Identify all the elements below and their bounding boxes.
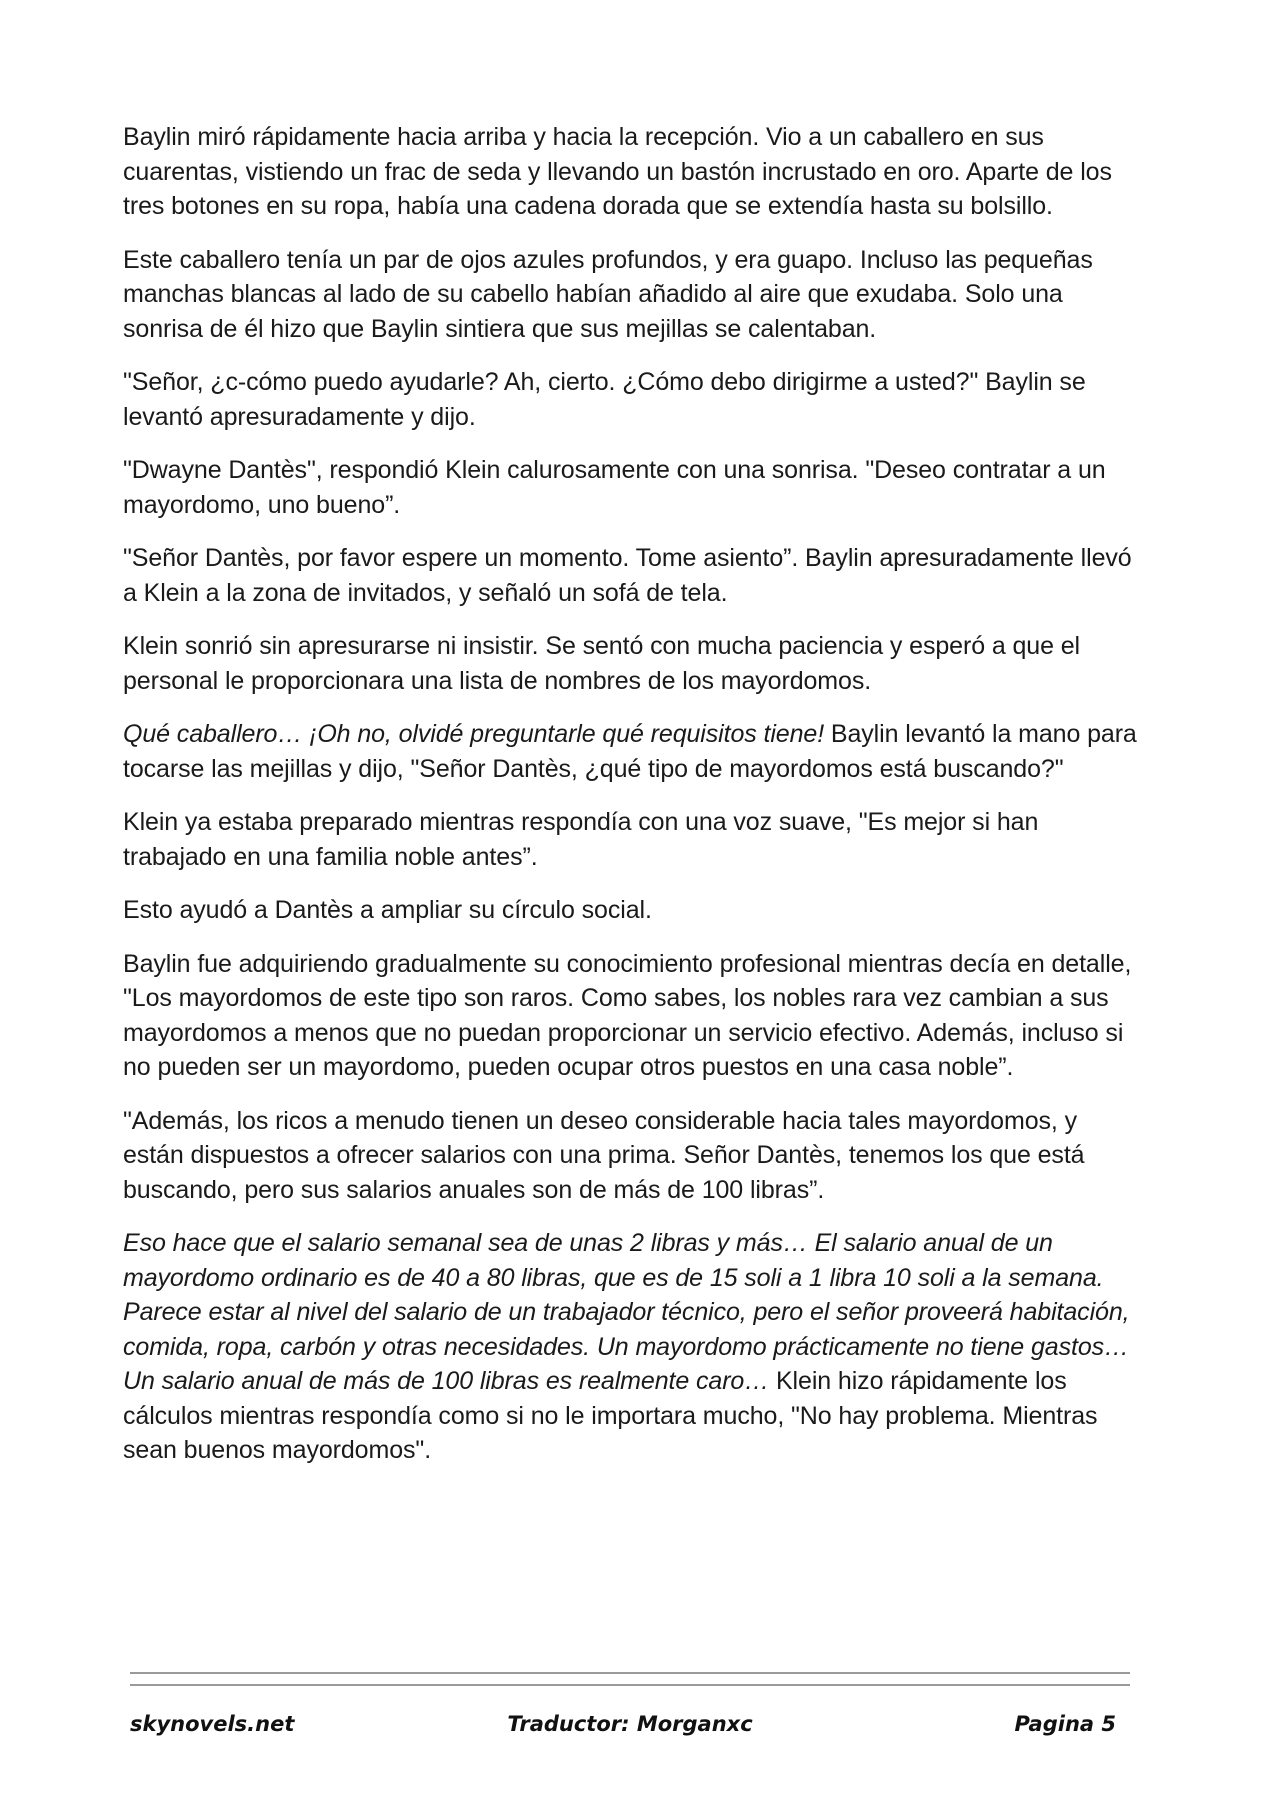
- paragraph: [123, 805, 1143, 874]
- text-run: "Señor Dantès, por favor espere un momento. Tome asiento”. Baylin apresuradamente llevó a Klein a la zona de invitados, y señaló un sofá de tela.: [123, 544, 1132, 607]
- text-run: "Dwayne Dantès", respondió Klein calurosamente con una sonrisa. "Deseo contratar a un mayordomo, uno bueno”.: [123, 456, 1106, 519]
- text-run: Baylin miró rápidamente hacia arriba y hacia la recepción. Vio a un caballero en sus cuarentas, vistiendo un frac de seda y llevando un bastón incrustado en oro. Aparte de los tres botones en su ropa, había una cadena dorada que se extendía hasta su bolsillo.: [123, 123, 1112, 220]
- italic-text-run: Eso hace que el salario semanal sea de unas 2 libras y más… El salario anual de un mayordomo ordinario es de 40 a 80 libras, que es de 15 soli a 1 libra 10 soli a la semana. Parece estar al nivel del salario de un trabajador técnico, pero el señor proveerá habitación, comida, ropa, carbón y otras necesidades. Un mayordomo prácticamente no tiene gastos… Un salario anual de más de 100 libras es realmente caro…: [123, 1229, 1130, 1395]
- footer-page-number: Pagina 5: [1014, 1712, 1116, 1736]
- paragraph: [123, 717, 1143, 786]
- text-run: "Además, los ricos a menudo tienen un deseo considerable hacia tales mayordomos, y están dispuestos a ofrecer salarios con una prima. Señor Dantès, tenemos los que está buscando, pero sus salarios anuales son de más de 100 libras”.: [123, 1106, 1085, 1204]
- text-run: Esto ayudó a Dantès a ampliar su círculo social.: [123, 896, 652, 924]
- paragraph: [123, 120, 1143, 224]
- italic-text-run: Qué caballero… ¡Oh no, olvidé preguntarle qué requisitos tiene!: [123, 720, 825, 748]
- paragraph: [123, 947, 1143, 1085]
- text-run: Klein sonrió sin apresurarse ni insistir. Se sentó con mucha paciencia y esperó a que el personal le proporcionara una lista de nombres de los mayordomos.: [123, 632, 1081, 695]
- paragraph: [123, 893, 1143, 928]
- text-run: Baylin fue adquiriendo gradualmente su conocimiento profesional mientras decía en detalle, "Los mayordomos de este tipo son raros. Como sabes, los nobles rara vez cambian a sus mayordomos a menos que no puedan proporcionar un servicio efectivo. Además, incluso si no pueden ser un mayordomo, pueden ocupar otros puestos en una casa noble”.: [123, 949, 1132, 1081]
- text-run: Baylin levantó la mano para tocarse las mejillas y dijo, "Señor Dantès, ¿qué tipo de mayordomos está buscando?": [123, 720, 1137, 783]
- footer-site: skynovels.net: [130, 1712, 295, 1736]
- footer-divider-top: [130, 1672, 1130, 1674]
- footer-divider-bottom: [130, 1684, 1130, 1686]
- paragraph: [123, 629, 1143, 698]
- paragraph: [123, 541, 1143, 610]
- page-footer: [130, 1712, 1130, 1746]
- paragraph: [123, 1226, 1143, 1468]
- paragraph: [123, 1104, 1143, 1208]
- text-run: Klein hizo rápidamente los cálculos mientras respondía como si no le importara mucho, "No hay problema. Mientras sean buenos mayordomos".: [123, 1367, 1098, 1464]
- page-body: [123, 120, 1143, 1487]
- text-run: Klein ya estaba preparado mientras respondía con una voz suave, "Es mejor si han trabajado en una familia noble antes”.: [123, 808, 1039, 871]
- footer-translator: Traductor: Morganxc: [507, 1712, 753, 1736]
- text-run: Este caballero tenía un par de ojos azules profundos, y era guapo. Incluso las pequeñas manchas blancas al lado de su cabello habían añadido al aire que exudaba. Solo una sonrisa de él hizo que Baylin sintiera que sus mejillas se calentaban.: [123, 245, 1093, 343]
- paragraph: [123, 365, 1143, 434]
- paragraph: [123, 243, 1143, 347]
- paragraph: [123, 453, 1143, 522]
- text-run: "Señor, ¿c-cómo puedo ayudarle? Ah, cierto. ¿Cómo debo dirigirme a usted?" Baylin se levantó apresuradamente y dijo.: [123, 368, 1086, 431]
